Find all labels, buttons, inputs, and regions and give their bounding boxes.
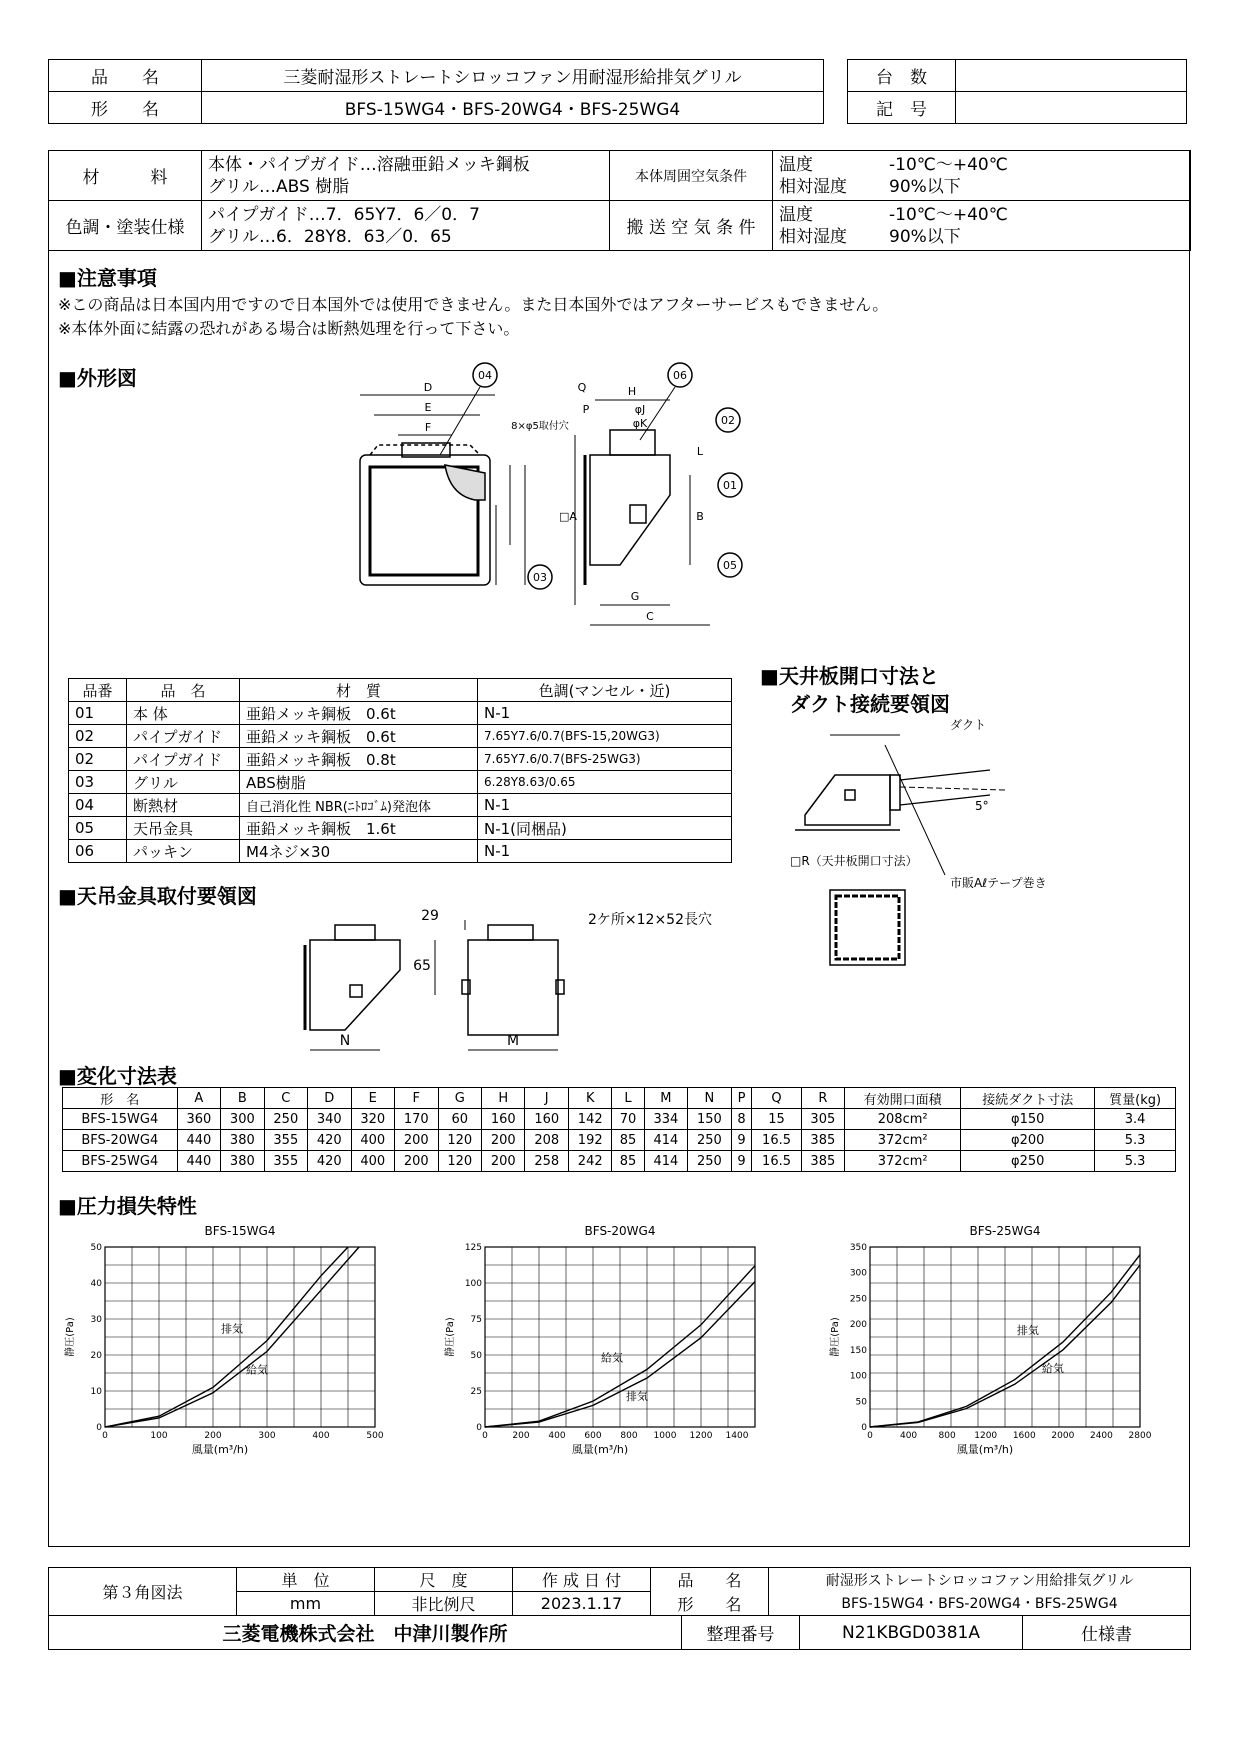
series-label: 給気 <box>1041 1361 1064 1375</box>
cell: 414 <box>644 1151 687 1172</box>
cell: 334 <box>644 1109 687 1130</box>
dims-header: M <box>644 1088 687 1109</box>
y-tick-label: 40 <box>90 1279 102 1289</box>
dim-D: D <box>423 381 433 394</box>
x-tick-label: 1000 <box>653 1431 677 1441</box>
footer-table-2 <box>48 1615 1191 1650</box>
cell: グリル <box>127 771 240 794</box>
cell: 01 <box>69 702 127 725</box>
dim-65: 65 <box>413 958 431 974</box>
y-tick-label: 0 <box>861 1423 867 1433</box>
x-tick-label: 0 <box>867 1431 873 1441</box>
outline-drawing <box>340 355 820 640</box>
cell: φ150 <box>961 1109 1095 1130</box>
cell: 05 <box>69 817 127 840</box>
qty-label: 台 数 <box>848 60 956 92</box>
x-axis-label: 風量(m³/h) <box>571 1443 629 1456</box>
date: 2023.1.17 <box>513 1592 651 1616</box>
angle-label: 5° <box>975 799 989 813</box>
cell: 亜鉛メッキ鋼板 1.6t <box>240 817 478 840</box>
tr-hum-label: 相対湿度 <box>779 226 847 247</box>
env-temp-label: 温度 <box>779 154 813 175</box>
x-axis-label: 風量(m³/h) <box>191 1443 249 1456</box>
cell: N-1 <box>478 794 732 817</box>
dim-C: C <box>646 610 654 623</box>
table-row <box>69 817 732 840</box>
hole-note: 8×φ5取付穴 <box>511 421 569 432</box>
dim-M: M <box>506 1033 520 1049</box>
company: 三菱電機株式会社 中津川製作所 <box>49 1616 682 1650</box>
cell: 自己消化性 NBR(ﾆﾄﾛｺﾞﾑ)発泡体 <box>240 794 478 817</box>
cell: 420 <box>308 1151 351 1172</box>
cell: 355 <box>264 1151 307 1172</box>
dim-E: E <box>424 401 432 414</box>
cell: 85 <box>612 1151 644 1172</box>
y-tick-label: 0 <box>476 1423 482 1433</box>
y-tick-label: 50 <box>90 1243 102 1253</box>
dim-J: φJ <box>634 403 646 416</box>
cell: 70 <box>612 1109 644 1130</box>
cell: BFS-25WG4 <box>63 1151 178 1172</box>
x-tick-label: 400 <box>548 1431 566 1441</box>
transport-label: 搬 送 空 気 条 件 <box>610 201 773 251</box>
product-name: 三菱耐湿形ストレートシロッコファン用耐湿形給排気グリル <box>202 60 824 92</box>
dim-B: B <box>696 510 704 523</box>
cell: 208cm² <box>845 1109 961 1130</box>
dim-F: F <box>424 421 432 434</box>
cell: 305 <box>801 1109 844 1130</box>
duct-label: ダクト <box>950 718 987 732</box>
cell: 7.65Y7.6/0.7(BFS-25WG3) <box>478 748 732 771</box>
x-tick-label: 1200 <box>689 1431 713 1441</box>
dim-A: □A <box>559 510 577 523</box>
color-2: グリル…6．28Y8．63／0．65 <box>208 226 452 247</box>
cell: BFS-15WG4 <box>63 1109 178 1130</box>
cell: 400 <box>351 1151 394 1172</box>
dim-G: G <box>630 590 640 603</box>
cell: 440 <box>177 1151 220 1172</box>
dims-header: Q <box>752 1088 801 1109</box>
series-label: 排気 <box>626 1390 648 1404</box>
y-tick-label: 50 <box>470 1351 482 1361</box>
cell: パイプガイド <box>127 725 240 748</box>
dims-header: J <box>525 1088 568 1109</box>
x-tick-label: 600 <box>584 1431 602 1441</box>
cell: 300 <box>221 1109 264 1130</box>
x-tick-label: 0 <box>102 1431 108 1441</box>
cell: 200 <box>482 1130 525 1151</box>
material-1: 本体・パイプガイド…溶融亜鉛メッキ鋼板 <box>208 154 530 175</box>
qty-value <box>956 60 1187 92</box>
x-tick-label: 1200 <box>974 1431 998 1441</box>
cell: 414 <box>644 1130 687 1151</box>
dims-header: 接続ダクト寸法 <box>961 1088 1095 1109</box>
series-label: 排気 <box>221 1322 243 1336</box>
color-1: パイプガイド…7．65Y7．6／0．7 <box>208 204 480 225</box>
projection: 第３角図法 <box>49 1568 237 1616</box>
y-tick-label: 125 <box>464 1243 482 1253</box>
dims-header: 有効開口面積 <box>845 1088 961 1109</box>
footer-model: BFS-15WG4・BFS-20WG4・BFS-25WG4 <box>769 1592 1191 1616</box>
cell: 5.3 <box>1095 1151 1176 1172</box>
parts-header: 色調(マンセル・近) <box>478 679 732 702</box>
table-row <box>69 748 732 771</box>
callout-02: 02 <box>721 414 735 427</box>
x-tick-label: 1600 <box>1012 1431 1036 1441</box>
cell: 02 <box>69 725 127 748</box>
cell: 断熱材 <box>127 794 240 817</box>
outline-title: ■外形図 <box>58 366 137 390</box>
callout-06: 06 <box>673 369 687 382</box>
dim-N: N <box>339 1033 351 1049</box>
y-tick-label: 75 <box>470 1315 482 1325</box>
dims-header: K <box>568 1088 611 1109</box>
cell: 03 <box>69 771 127 794</box>
x-tick-label: 300 <box>258 1431 276 1441</box>
y-axis-label: 静圧(Pa) <box>65 1317 76 1357</box>
cell: N-1(同梱品) <box>478 817 732 840</box>
cell: 250 <box>688 1151 731 1172</box>
slot-label: 2ケ所×12×52長穴 <box>588 912 712 928</box>
notes-line2: ※本体外面に結露の恐れがある場合は断熱処理を行って下さい。 <box>58 319 520 338</box>
scale: 非比例尺 <box>375 1592 513 1616</box>
ceiling-title-1: ■天井板開口寸法と <box>760 664 939 688</box>
dim-Q: Q <box>577 381 587 394</box>
qty-table <box>847 59 1187 124</box>
y-tick-label: 200 <box>849 1320 867 1331</box>
cell: 160 <box>482 1109 525 1130</box>
series-label: 排気 <box>1016 1324 1039 1338</box>
model-label-foot: 形 名 <box>651 1592 769 1616</box>
ref-label: 整理番号 <box>682 1616 800 1650</box>
dims-title: ■変化寸法表 <box>58 1064 177 1088</box>
cell: 320 <box>351 1109 394 1130</box>
cell: 242 <box>568 1151 611 1172</box>
pressure-charts <box>60 1225 1185 1460</box>
dims-header: G <box>438 1088 481 1109</box>
cell: 9 <box>731 1130 752 1151</box>
y-axis-label: 静圧(Pa) <box>445 1317 456 1357</box>
cell: 440 <box>177 1130 220 1151</box>
cell: 8 <box>731 1109 752 1130</box>
dims-header: 質量(kg) <box>1095 1088 1176 1109</box>
y-tick-label: 150 <box>849 1345 867 1356</box>
dims-table <box>62 1087 1176 1172</box>
y-axis-label: 静圧(Pa) <box>830 1317 841 1357</box>
series-label: 給気 <box>246 1363 268 1377</box>
dims-header: A <box>177 1088 220 1109</box>
ceiling-title-2: ダクト接続要領図 <box>790 692 950 716</box>
cell: パッキン <box>127 840 240 863</box>
tr-temp: -10℃～+40℃ <box>889 204 1008 225</box>
y-tick-label: 100 <box>464 1279 482 1289</box>
parts-header: 品番 <box>69 679 127 702</box>
dims-header: D <box>308 1088 351 1109</box>
model-label: 形 名 <box>49 92 202 124</box>
cell: 16.5 <box>752 1130 801 1151</box>
cell: 7.65Y7.6/0.7(BFS-15,20WG3) <box>478 725 732 748</box>
dims-header: L <box>612 1088 644 1109</box>
cell: 142 <box>568 1109 611 1130</box>
cell: 3.4 <box>1095 1109 1176 1130</box>
date-label: 作 成 日 付 <box>513 1568 651 1592</box>
table-row <box>69 840 732 863</box>
cell: 本 体 <box>127 702 240 725</box>
cell: 15 <box>752 1109 801 1130</box>
dims-header: B <box>221 1088 264 1109</box>
cell: M4ネジ×30 <box>240 840 478 863</box>
cell: 200 <box>395 1130 438 1151</box>
dims-header: 形 名 <box>63 1088 178 1109</box>
footer-table <box>48 1567 1191 1616</box>
x-tick-label: 100 <box>150 1431 168 1441</box>
cell: 192 <box>568 1130 611 1151</box>
y-tick-label: 300 <box>849 1268 867 1279</box>
dims-header: E <box>351 1088 394 1109</box>
dim-P: P <box>582 403 590 416</box>
cell: 02 <box>69 748 127 771</box>
cell: 250 <box>264 1109 307 1130</box>
y-tick-label: 0 <box>96 1423 102 1433</box>
opening-label: □R（天井板開口寸法） <box>790 854 918 868</box>
ceiling-drawing <box>790 715 1110 995</box>
x-tick-label: 0 <box>482 1431 488 1441</box>
x-tick-label: 400 <box>312 1431 330 1441</box>
callout-04: 04 <box>478 369 492 382</box>
cell: 06 <box>69 840 127 863</box>
dims-header: R <box>801 1088 844 1109</box>
cell: 170 <box>395 1109 438 1130</box>
cell: 355 <box>264 1130 307 1151</box>
unit-label: 単 位 <box>237 1568 375 1592</box>
cell: 380 <box>221 1130 264 1151</box>
cell: 120 <box>438 1130 481 1151</box>
y-tick-label: 30 <box>90 1315 102 1325</box>
cell: ABS樹脂 <box>240 771 478 794</box>
symbol-value <box>956 92 1187 124</box>
y-tick-label: 50 <box>855 1397 867 1408</box>
y-tick-label: 10 <box>90 1387 102 1397</box>
cell: 亜鉛メッキ鋼板 0.6t <box>240 725 478 748</box>
cell: 380 <box>221 1151 264 1172</box>
tape-label: 市販Aℓテープ巻き <box>950 876 1047 890</box>
cell: パイプガイド <box>127 748 240 771</box>
chart-title: BFS-20WG4 <box>584 1225 656 1238</box>
y-tick-label: 25 <box>470 1387 482 1397</box>
cell: 340 <box>308 1109 351 1130</box>
x-axis-label: 風量(m³/h) <box>956 1443 1014 1456</box>
cell: 160 <box>525 1109 568 1130</box>
cell: φ250 <box>961 1151 1095 1172</box>
cell: 400 <box>351 1130 394 1151</box>
x-tick-label: 2000 <box>1051 1431 1075 1441</box>
table-row <box>69 725 732 748</box>
model: BFS-15WG4・BFS-20WG4・BFS-25WG4 <box>202 92 824 124</box>
dim-K: φK <box>632 417 648 430</box>
env-hum-label: 相対湿度 <box>779 176 847 197</box>
y-tick-label: 20 <box>90 1351 102 1361</box>
dims-header: P <box>731 1088 752 1109</box>
spec-table <box>48 150 1191 251</box>
env-hum: 90%以下 <box>889 176 961 197</box>
tr-temp-label: 温度 <box>779 204 813 225</box>
cell: φ200 <box>961 1130 1095 1151</box>
cell: 亜鉛メッキ鋼板 0.8t <box>240 748 478 771</box>
cell: 200 <box>482 1151 525 1172</box>
cell: 385 <box>801 1151 844 1172</box>
cell: 16.5 <box>752 1151 801 1172</box>
cell: 200 <box>395 1151 438 1172</box>
cell: 420 <box>308 1130 351 1151</box>
cell: 372cm² <box>845 1151 961 1172</box>
color-label: 色調・塗装仕様 <box>49 201 202 251</box>
cell: 9 <box>731 1151 752 1172</box>
notes-line1: ※この商品は日本国内用ですので日本国外では使用できません。また日本国外ではアフターサービスもできません。 <box>58 295 889 314</box>
table-row <box>69 794 732 817</box>
cell: 天吊金具 <box>127 817 240 840</box>
env-temp: -10℃～+40℃ <box>889 154 1008 175</box>
dim-29: 29 <box>421 908 439 924</box>
dims-header: H <box>482 1088 525 1109</box>
tr-hum: 90%以下 <box>889 226 961 247</box>
x-tick-label: 800 <box>620 1431 638 1441</box>
parts-table <box>68 678 732 863</box>
hanger-title: ■天吊金具取付要領図 <box>58 884 257 908</box>
symbol-label: 記 号 <box>848 92 956 124</box>
product-name-label: 品 名 <box>49 60 202 92</box>
x-tick-label: 200 <box>512 1431 530 1441</box>
series-label: 給気 <box>601 1351 623 1365</box>
cell: 372cm² <box>845 1130 961 1151</box>
x-tick-label: 1400 <box>725 1431 749 1441</box>
header-table <box>48 59 824 124</box>
cell: 208 <box>525 1130 568 1151</box>
hanger-drawing <box>290 900 770 1060</box>
x-tick-label: 400 <box>899 1431 918 1441</box>
chart-title: BFS-15WG4 <box>204 1225 276 1238</box>
footer-name: 耐湿形ストレートシロッコファン用給排気グリル <box>769 1568 1191 1592</box>
cell: 亜鉛メッキ鋼板 0.6t <box>240 702 478 725</box>
scale-label: 尺 度 <box>375 1568 513 1592</box>
table-row <box>69 702 732 725</box>
x-tick-label: 200 <box>204 1431 222 1441</box>
cell: 250 <box>688 1130 731 1151</box>
x-tick-label: 500 <box>366 1431 384 1441</box>
unit: mm <box>237 1592 375 1616</box>
env-label: 本体周囲空気条件 <box>610 151 773 201</box>
table-row <box>63 1151 1176 1172</box>
x-tick-label: 2400 <box>1089 1431 1113 1441</box>
cell: 04 <box>69 794 127 817</box>
ref: N21KBGD0381A <box>800 1616 1023 1650</box>
doc-type: 仕様書 <box>1023 1616 1191 1650</box>
cell: 120 <box>438 1151 481 1172</box>
cell: 385 <box>801 1130 844 1151</box>
cell: N-1 <box>478 702 732 725</box>
cell: 360 <box>177 1109 220 1130</box>
cell: 5.3 <box>1095 1130 1176 1151</box>
cell: N-1 <box>478 840 732 863</box>
dims-header: C <box>264 1088 307 1109</box>
cell: 60 <box>438 1109 481 1130</box>
dims-header: F <box>395 1088 438 1109</box>
table-row <box>63 1130 1176 1151</box>
dim-L: L <box>696 445 704 458</box>
table-row <box>69 771 732 794</box>
notes-title: ■注意事項 <box>58 266 157 290</box>
parts-header: 品 名 <box>127 679 240 702</box>
dims-header: N <box>688 1088 731 1109</box>
cell: 6.28Y8.63/0.65 <box>478 771 732 794</box>
parts-header: 材 質 <box>240 679 478 702</box>
cell: 150 <box>688 1109 731 1130</box>
x-tick-label: 800 <box>938 1431 956 1441</box>
y-tick-label: 250 <box>849 1294 867 1305</box>
cell: 258 <box>525 1151 568 1172</box>
pressure-title: ■圧力損失特性 <box>58 1194 197 1218</box>
callout-05: 05 <box>723 559 737 572</box>
x-tick-label: 2800 <box>1128 1431 1152 1441</box>
material-2: グリル…ABS 樹脂 <box>208 176 350 197</box>
chart-title: BFS-25WG4 <box>969 1225 1041 1238</box>
dim-H: H <box>627 385 637 398</box>
material-label: 材 料 <box>49 151 202 201</box>
y-tick-label: 100 <box>849 1371 867 1382</box>
cell: 85 <box>612 1130 644 1151</box>
callout-01: 01 <box>723 479 737 492</box>
y-tick-label: 350 <box>849 1243 867 1253</box>
cell: BFS-20WG4 <box>63 1130 178 1151</box>
table-row <box>63 1109 1176 1130</box>
callout-03: 03 <box>533 571 547 584</box>
name-label: 品 名 <box>651 1568 769 1592</box>
